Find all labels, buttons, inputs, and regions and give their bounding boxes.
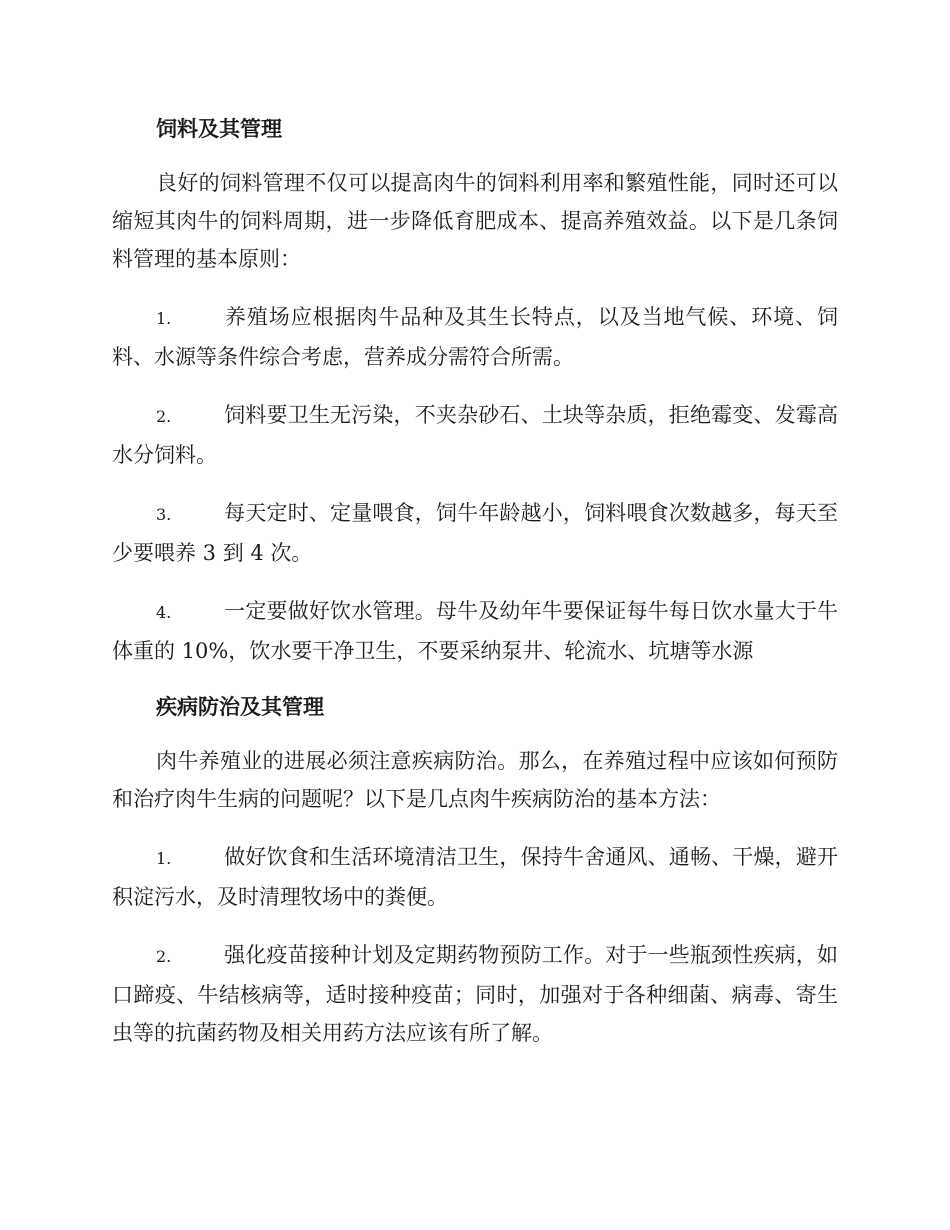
list-number: 1. [156, 309, 172, 328]
section-heading-disease: 疾病防治及其管理 [156, 694, 324, 719]
paragraph-disease-intro: 肉牛养殖业的进展必须注意疾病防治。那么，在养殖过程中应该如何预防和治疗肉牛生病的问题呢？以下是几点肉牛疾病防治的基本方法： [112, 749, 838, 811]
list-item-text: 一定要做好饮水管理。母牛及幼年牛要保证每牛每日饮水量大于牛体重的 10%，饮水要干净卫生，不要采纳泵井、轮流水、坑塘等水源 [112, 599, 838, 663]
list-item [112, 298, 838, 376]
list-item-text: 养殖场应根据肉牛品种及其生长特点，以及当地气候、环境、饲料、水源等条件综合考虑，营养成分需符合所需。 [112, 305, 838, 369]
list-number: 2. [156, 947, 172, 966]
list-number: 4. [156, 603, 172, 622]
list-item [112, 936, 838, 1052]
list-item [112, 494, 838, 572]
paragraph-feed-intro: 良好的饲料管理不仅可以提高肉牛的饲料利用率和繁殖性能，同时还可以缩短其肉牛的饲料周期，进一步降低育肥成本、提高养殖效益。以下是几条饲料管理的基本原则： [112, 171, 838, 271]
list-number: 3. [156, 505, 172, 524]
list-item [112, 396, 838, 474]
list-number: 1. [156, 849, 172, 868]
list-item-text: 做好饮食和生活环境清洁卫生，保持牛舍通风、通畅、干燥，避开积淀污水，及时清理牧场中的粪便。 [112, 845, 838, 909]
list-item-text: 每天定时、定量喂食，饲牛年龄越小，饲料喂食次数越多，每天至少要喂养 3 到 4 次。 [112, 501, 838, 565]
list-item [112, 838, 838, 916]
list-item-text: 强化疫苗接种计划及定期药物预防工作。对于一些瓶颈性疾病，如口蹄疫、牛结核病等，适时接种疫苗；同时，加强对于各种细菌、病毒、寄生虫等的抗菌药物及相关用药方法应该有所了解。 [112, 943, 838, 1045]
list-item [112, 592, 838, 670]
list-item-text: 饲料要卫生无污染，不夹杂砂石、土块等杂质，拒绝霉变、发霉高水分饲料。 [112, 403, 838, 467]
list-number: 2. [156, 407, 172, 426]
section-heading-feed: 饲料及其管理 [156, 116, 282, 141]
